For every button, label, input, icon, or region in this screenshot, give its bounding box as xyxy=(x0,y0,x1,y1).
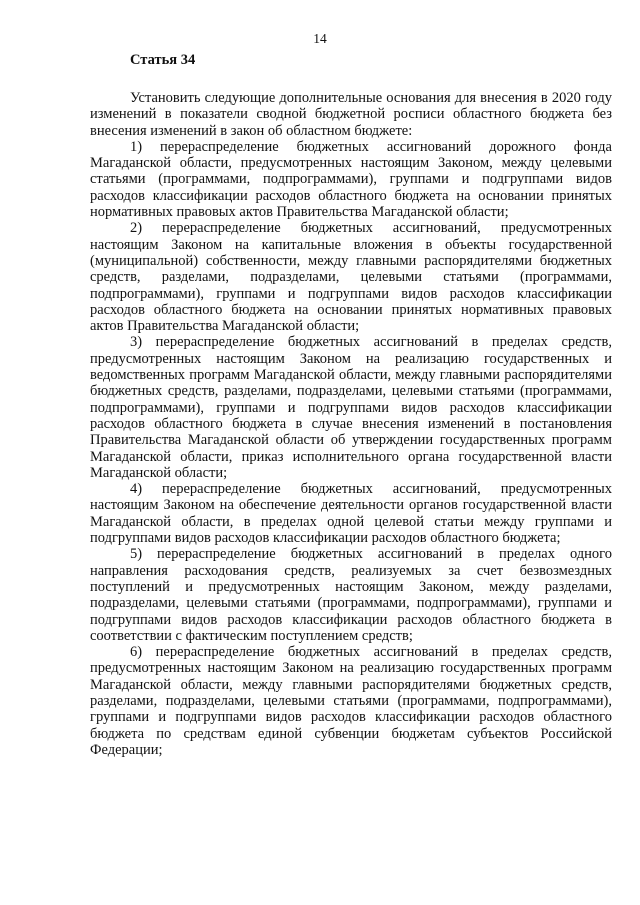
list-item-2: 2) перераспределение бюджетных ассигнований, предусмотренных настоящим Законом на капитальные вложения в объекты государственной (муниципальной) собственности, между главными распорядителями бюджетных средств, разделами, подразделами, целевыми статьями (программами, подпрограммами), группами и подгруппами видов расходов классификации расходов областного бюджета на основании принятых нормативных правовых актов Правительства Магаданской области; xyxy=(90,220,612,335)
list-item-1: 1) перераспределение бюджетных ассигнований дорожного фонда Магаданской области, предусмотренных настоящим Законом, между целевыми статьями (программами, подпрограммами), группами и подгруппами видов расходов классификации расходов областного бюджета на основании принятых нормативных правовых актов Правительства Магаданской области; xyxy=(90,138,612,221)
list-item-4: 4) перераспределение бюджетных ассигнований, предусмотренных настоящим Законом на обеспечение деятельности органов государственной власти Магаданской области, в пределах одной целевой статьи между группами и подгруппами видов расходов классификации расходов областного бюджета; xyxy=(90,481,612,547)
list-item-5: 5) перераспределение бюджетных ассигнований в пределах одного направления расходования средств, реализуемых за счет безвозмездных поступлений и предусмотренных настоящим Законом, между разделами, подразделами, целевыми статьями (программами, подпрограммами), группами и подгруппами видов расходов классификации расходов областного бюджета в соответствии с фактическим поступлением средств; xyxy=(90,546,612,644)
article-body xyxy=(90,90,612,758)
scan-artifact xyxy=(30,18,170,24)
intro-paragraph: Установить следующие дополнительные основания для внесения в 2020 году изменений в показатели сводной бюджетной росписи областного бюджета без внесения изменений в закон об областном бюджете: xyxy=(90,90,612,139)
article-heading: Статья 34 xyxy=(130,52,196,68)
page-number: 14 xyxy=(313,31,327,46)
list-item-6: 6) перераспределение бюджетных ассигнований в пределах средств, предусмотренных настоящим Законом на реализацию государственных программ Магаданской области, между главными распорядителями бюджетных средств, разделами, подразделами, целевыми статьями (программами, подпрограммами), группами и подгруппами видов расходов классификации расходов областного бюджета по средствам единой субвенции бюджетам субъектов Российской Федерации; xyxy=(90,644,612,758)
list-item-3: 3) перераспределение бюджетных ассигнований в пределах средств, предусмотренных настоящим Законом на реализацию государственных и ведомственных программ Магаданской области, между главными распорядителями бюджетных средств, разделами, подразделами, целевыми статьями (программами, подпрограммами), группами и подгруппами видов расходов классификации расходов областного бюджета в случае внесения изменений в постановления Правительства Магаданской области об утверждении государственных программ Магаданской области, приказ исполнительного органа государственной власти Магаданской области; xyxy=(90,334,612,481)
